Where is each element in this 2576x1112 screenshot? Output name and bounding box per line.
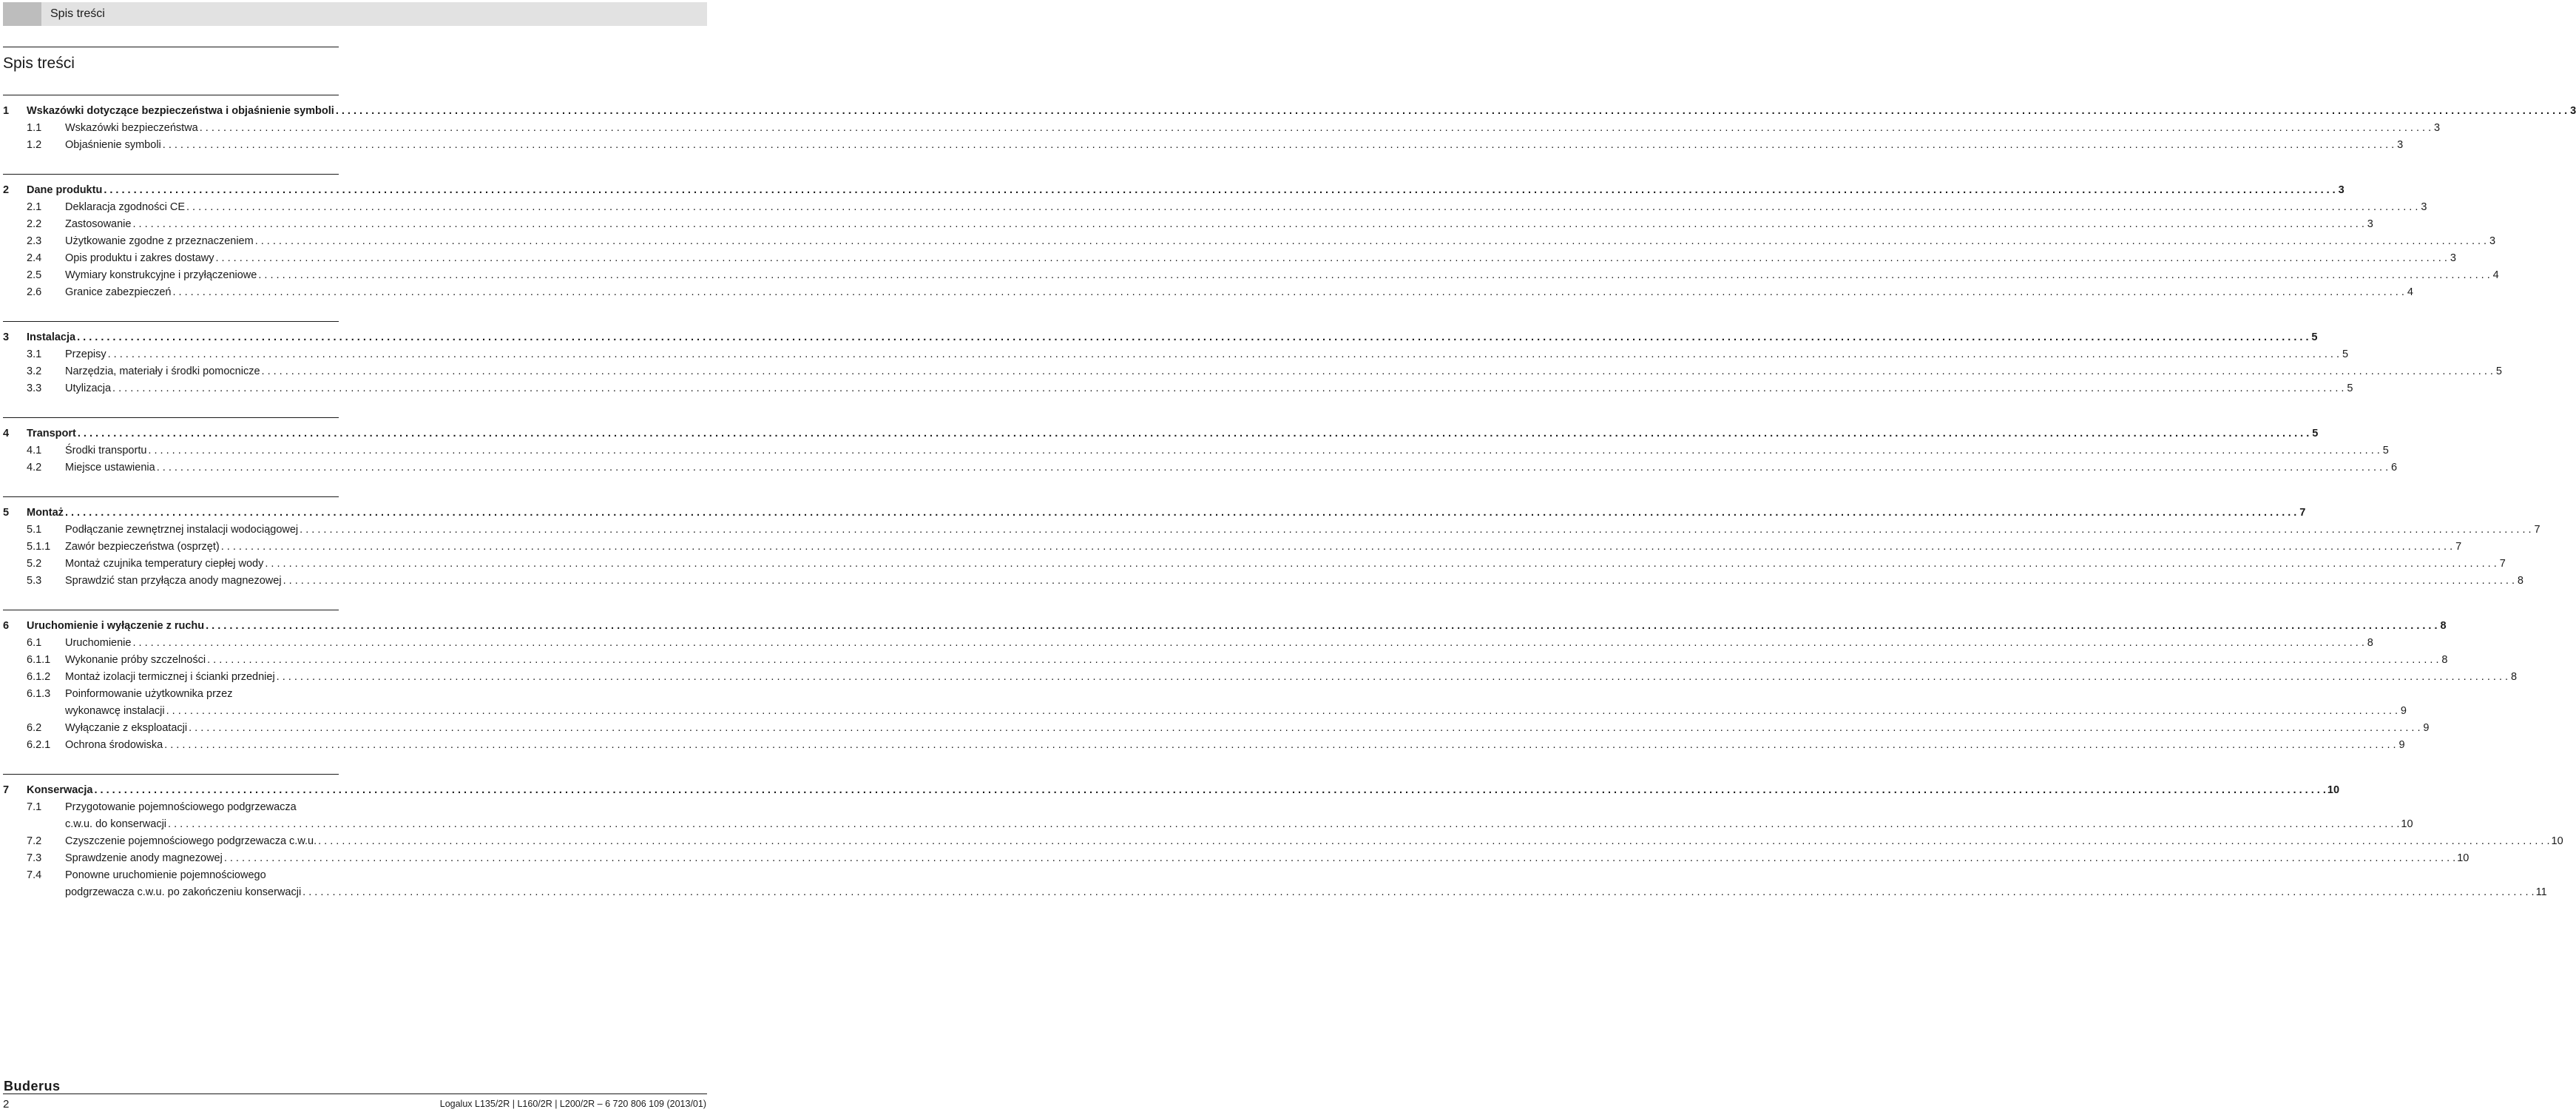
toc-entry-title: Dane produktu — [27, 184, 103, 196]
toc-subsection-entry[interactable] — [3, 120, 2441, 137]
toc-entry-page: 5 — [2342, 348, 2349, 360]
toc-entry-page: 7 — [2534, 524, 2540, 536]
toc-entry-title: Uruchomienie — [65, 637, 132, 649]
toc-entry-number: 6.1.1 — [27, 654, 51, 666]
toc-entry-title: Utylizacja — [65, 383, 112, 394]
toc-section — [3, 496, 2540, 590]
toc-subsection-entry[interactable] — [3, 652, 2448, 669]
toc-entry-title-continued: c.w.u. do konserwacji — [65, 818, 167, 830]
toc-leader-dots — [163, 137, 2394, 154]
toc-entry-title: Granice zabezpieczeń — [65, 286, 172, 298]
toc-entry-page: 10 — [2327, 784, 2340, 796]
toc-leader-dots — [172, 284, 2404, 301]
toc-entry-title: Przygotowanie pojemnościowego podgrzewacza — [65, 801, 297, 813]
toc-leader-dots — [157, 459, 2388, 476]
toc-entry-page: 3 — [2421, 201, 2427, 213]
toc-subsection-entry[interactable] — [3, 137, 2404, 154]
toc-entry-page: 3 — [2489, 235, 2496, 247]
toc-section — [3, 774, 2563, 901]
toc-entry-title: Zawór bezpieczeństwa (osprzęt) — [65, 541, 220, 553]
toc-entry-number: 2.2 — [27, 218, 42, 230]
toc-subsection-entry[interactable] — [3, 442, 2389, 459]
toc-entry-number: 5.1.1 — [27, 541, 51, 553]
footer-page-number: 2 — [3, 1098, 10, 1111]
toc-entry-number: 4 — [3, 428, 10, 439]
toc-subsection-entry[interactable] — [3, 539, 2462, 556]
toc-subsection-entry[interactable] — [3, 216, 2373, 233]
toc-leader-dots — [189, 720, 2420, 737]
toc-entry-title: Uruchomienie i wyłączenie z ruchu — [27, 620, 205, 632]
toc-leader-dots — [255, 233, 2487, 250]
toc-entry-number: 5.1 — [27, 524, 42, 536]
toc-entry-page: 7 — [2455, 541, 2462, 553]
toc-entry-page: 5 — [2382, 445, 2389, 456]
toc-entry-page: 5 — [2312, 428, 2319, 439]
toc-entry-page: 11 — [2535, 886, 2547, 898]
toc-entry-title: Wymiary konstrukcyjne i przyłączeniowe — [65, 269, 257, 281]
toc-subsection-continuation[interactable] — [3, 884, 2547, 901]
toc-subsection-entry[interactable] — [3, 833, 2563, 850]
toc-entry-number: 2.3 — [27, 235, 42, 247]
toc-entry-page: 8 — [2367, 637, 2373, 649]
toc-entry-page: 3 — [2338, 184, 2345, 196]
toc-subsection-entry[interactable] — [3, 363, 2502, 380]
toc-entry-page: 7 — [2299, 507, 2306, 519]
toc-leader-dots — [200, 120, 2431, 137]
toc-subsection-entry[interactable] — [3, 284, 2413, 301]
toc-entry-number: 7.1 — [27, 801, 42, 813]
toc-entry-page: 3 — [2450, 252, 2456, 264]
toc-entry-title: Montaż izolacji termicznej i ścianki przedniej — [65, 671, 275, 683]
toc-subsection-entry[interactable] — [3, 459, 2398, 476]
toc-entry-page: 5 — [2311, 331, 2318, 343]
toc-leader-dots — [336, 103, 2567, 120]
toc-entry-page: 3 — [2434, 122, 2441, 134]
toc-subsection-entry[interactable] — [3, 556, 2506, 573]
toc-entry-number: 6.2.1 — [27, 739, 51, 751]
toc-entry-number: 1.1 — [27, 122, 42, 134]
toc-subsection-entry[interactable] — [3, 346, 2349, 363]
toc-entry-number: 7.4 — [27, 869, 42, 881]
toc-subsection-entry[interactable] — [3, 737, 2405, 754]
toc-entry-title: Środki transportu — [65, 445, 147, 456]
toc-entry-number: 2.6 — [27, 286, 42, 298]
toc-entry-number: 3.3 — [27, 383, 42, 394]
toc-leader-dots — [94, 782, 2325, 799]
toc-entry-title-continued: wykonawcę instalacji — [65, 705, 165, 717]
toc-entry-number: 3.2 — [27, 365, 42, 377]
toc-entry-number: 7.3 — [27, 852, 42, 864]
toc-subsection-entry[interactable] — [3, 522, 2540, 539]
toc-leader-dots — [207, 652, 2438, 669]
toc-leader-dots — [300, 522, 2531, 539]
toc-entry-title: Przepisy — [65, 348, 107, 360]
toc-entry-page: 8 — [2517, 575, 2523, 587]
toc-entry-page: 8 — [2441, 654, 2448, 666]
toc-entry-number: 3 — [3, 331, 10, 343]
toc-entry-title: Miejsce ustawienia — [65, 462, 155, 474]
toc-entry-number: 7.2 — [27, 835, 42, 847]
toc-section-entry[interactable] — [3, 618, 2447, 635]
toc-subsection-entry[interactable] — [3, 720, 2430, 737]
toc-leader-dots — [112, 380, 2344, 397]
page-header — [3, 2, 707, 26]
header-title: Spis treści — [50, 7, 105, 20]
toc-leader-dots — [168, 816, 2399, 833]
toc-leader-dots — [265, 556, 2496, 573]
toc-entry-page: 5 — [2495, 365, 2502, 377]
footer-document-info: Logalux L135/2R | L160/2R | L200/2R – 6 720 806 109 (2013/01) — [439, 1099, 706, 1109]
toc-entry-title: Wykonanie próby szczelności — [65, 654, 206, 666]
toc-entry-page: 3 — [2397, 139, 2404, 151]
toc-entry-page: 10 — [2457, 852, 2469, 864]
toc-leader-dots — [166, 703, 2398, 720]
toc-subsection-continuation[interactable] — [3, 703, 2407, 720]
toc-entry-number: 2.1 — [27, 201, 42, 213]
toc-entry-page: 3 — [2367, 218, 2373, 230]
toc-entry-number: 4.1 — [27, 445, 42, 456]
toc-entry-number: 2 — [3, 184, 10, 196]
toc-entry-title: Montaż — [27, 507, 64, 519]
toc-entry-title: Ochrona środowiska — [65, 739, 163, 751]
toc-leader-dots — [148, 442, 2379, 459]
toc-section — [3, 417, 2398, 476]
toc-subsection-entry[interactable] — [3, 573, 2523, 590]
toc-entry-number: 2.4 — [27, 252, 42, 264]
page-title: Spis treści — [3, 47, 339, 73]
toc-entry-page: 9 — [2423, 722, 2430, 734]
toc-entry-page: 4 — [2492, 269, 2499, 281]
toc-entry-page: 9 — [2398, 739, 2405, 751]
toc-entry-number: 1.2 — [27, 139, 42, 151]
toc-entry-title: Zastosowanie — [65, 218, 132, 230]
toc-entry-title: Wyłączanie z eksploatacji — [65, 722, 188, 734]
toc-entry-number: 5.2 — [27, 558, 42, 570]
toc-entry-title: Poinformowanie użytkownika przez — [65, 688, 233, 700]
toc-leader-dots — [221, 539, 2452, 556]
toc-leader-dots — [65, 505, 2296, 522]
toc-entry-title: Objaśnienie symboli — [65, 139, 161, 151]
toc-entry-page: 10 — [2551, 835, 2563, 847]
table-of-contents — [3, 95, 2576, 921]
toc-subsection-entry[interactable] — [3, 635, 2373, 652]
toc-section-entry[interactable] — [3, 103, 2576, 120]
toc-leader-dots — [318, 833, 2549, 850]
toc-section — [3, 321, 2502, 397]
toc-leader-dots — [215, 250, 2447, 267]
toc-section — [3, 174, 2499, 301]
toc-leader-dots — [108, 346, 2339, 363]
toc-entry-title: Opis produktu i zakres dostawy — [65, 252, 214, 264]
toc-entry-title: Narzędzia, materiały i środki pomocnicze — [65, 365, 260, 377]
toc-entry-title: Czyszczenie pojemnościowego podgrzewacza c.w.u. — [65, 835, 317, 847]
toc-subsection-entry[interactable] — [3, 233, 2496, 250]
toc-entry-page: 8 — [2511, 671, 2518, 683]
toc-entry-number: 5 — [3, 507, 10, 519]
toc-subsection-continuation[interactable] — [3, 816, 2413, 833]
toc-entry-title: Użytkowanie zgodne z przeznaczeniem — [65, 235, 254, 247]
toc-subsection-entry[interactable] — [3, 669, 2518, 686]
toc-entry-title-continued: podgrzewacza c.w.u. po zakończeniu konserwacji — [65, 886, 302, 898]
toc-entry-number: 6.1 — [27, 637, 42, 649]
toc-leader-dots — [302, 884, 2534, 901]
toc-entry-page: 3 — [2570, 105, 2576, 117]
toc-subsection-entry[interactable] — [3, 850, 2469, 867]
toc-entry-title: Instalacja — [27, 331, 76, 343]
toc-entry-page: 10 — [2401, 818, 2413, 830]
toc-entry-number: 6.1.2 — [27, 671, 51, 683]
toc-section — [3, 95, 2576, 154]
toc-leader-dots — [283, 573, 2515, 590]
toc-leader-dots — [132, 216, 2364, 233]
toc-entry-number: 5.3 — [27, 575, 42, 587]
toc-entry-title: Wskazówki bezpieczeństwa — [65, 122, 198, 134]
toc-subsection-entry[interactable] — [3, 380, 2353, 397]
toc-subsection-entry[interactable] — [3, 867, 339, 884]
toc-entry-page: 9 — [2400, 705, 2407, 717]
toc-section-entry[interactable] — [3, 782, 2340, 799]
toc-entry-title: Sprawdzenie anody magnezowej — [65, 852, 223, 864]
toc-entry-title: Transport — [27, 428, 76, 439]
toc-entry-number: 6 — [3, 620, 10, 632]
toc-subsection-entry[interactable] — [3, 799, 339, 816]
toc-entry-number: 1 — [3, 105, 10, 117]
toc-subsection-entry[interactable] — [3, 267, 2499, 284]
toc-subsection-entry[interactable] — [3, 686, 339, 703]
toc-leader-dots — [186, 199, 2418, 216]
toc-leader-dots — [78, 425, 2309, 442]
toc-section-entry[interactable] — [3, 182, 2345, 199]
brand-logo: Buderus — [4, 1079, 61, 1094]
header-tab-box — [3, 2, 41, 26]
toc-entry-number: 3.1 — [27, 348, 42, 360]
toc-entry-title: Sprawdzić stan przyłącza anody magnezowej — [65, 575, 282, 587]
toc-subsection-entry[interactable] — [3, 199, 2427, 216]
toc-leader-dots — [132, 635, 2364, 652]
toc-entry-title: Ponowne uruchomienie pojemnościowego — [65, 869, 266, 881]
toc-leader-dots — [206, 618, 2437, 635]
toc-entry-title: Podłączanie zewnętrznej instalacji wodociągowej — [65, 524, 299, 536]
toc-leader-dots — [104, 182, 2335, 199]
toc-entry-title: Konserwacja — [27, 784, 93, 796]
toc-leader-dots — [277, 669, 2508, 686]
toc-section-entry[interactable] — [3, 505, 2306, 522]
toc-leader-dots — [262, 363, 2493, 380]
toc-leader-dots — [164, 737, 2396, 754]
toc-entry-number: 4.2 — [27, 462, 42, 474]
toc-entry-number: 7 — [3, 784, 10, 796]
toc-entry-title: Deklaracja zgodności CE — [65, 201, 185, 213]
toc-leader-dots — [77, 329, 2308, 346]
toc-entry-page: 7 — [2499, 558, 2506, 570]
toc-entry-page: 5 — [2347, 383, 2353, 394]
toc-entry-number: 6.1.3 — [27, 688, 51, 700]
toc-entry-number: 6.2 — [27, 722, 42, 734]
toc-entry-title: Montaż czujnika temperatury ciepłej wody — [65, 558, 264, 570]
toc-entry-number: 2.5 — [27, 269, 42, 281]
toc-section-entry[interactable] — [3, 329, 2318, 346]
toc-section-entry[interactable] — [3, 425, 2319, 442]
toc-subsection-entry[interactable] — [3, 250, 2456, 267]
toc-leader-dots — [224, 850, 2455, 867]
toc-section — [3, 610, 2518, 754]
toc-entry-title: Wskazówki dotyczące bezpieczeństwa i objaśnienie symboli — [27, 105, 334, 117]
toc-leader-dots — [258, 267, 2489, 284]
toc-entry-page: 8 — [2440, 620, 2447, 632]
toc-entry-page: 4 — [2407, 286, 2413, 298]
toc-entry-page: 6 — [2391, 462, 2398, 474]
